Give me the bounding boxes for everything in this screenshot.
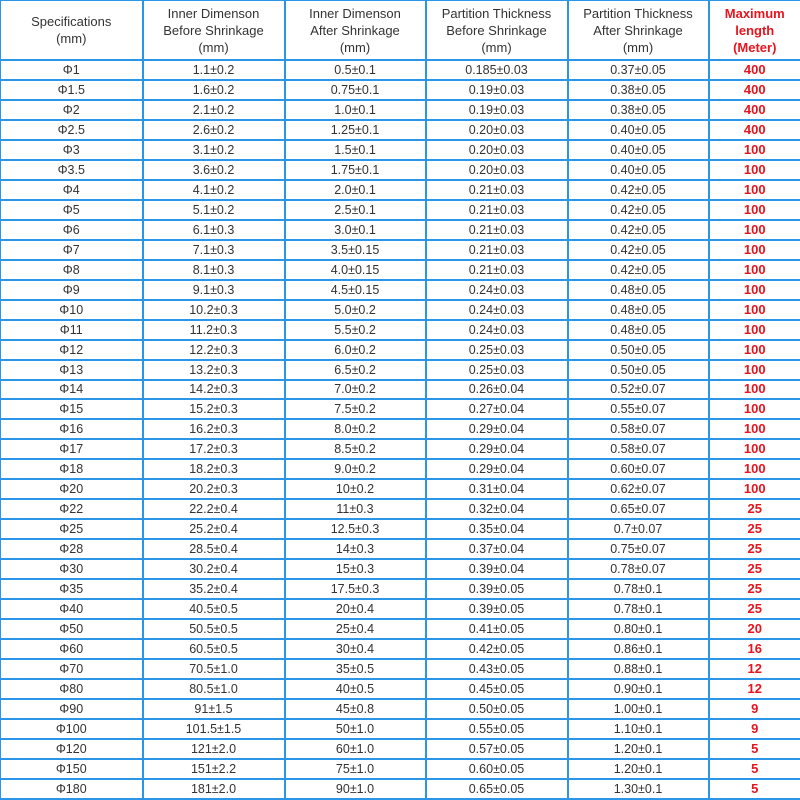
cell-partition-after: 1.00±0.1 bbox=[568, 699, 709, 719]
cell-inner-before: 12.2±0.3 bbox=[143, 340, 285, 360]
cell-max-length: 9 bbox=[709, 719, 800, 739]
cell-inner-before: 80.5±1.0 bbox=[143, 679, 285, 699]
cell-inner-before: 13.2±0.3 bbox=[143, 360, 285, 380]
cell-max-length: 25 bbox=[709, 539, 800, 559]
header-line: (mm) bbox=[481, 39, 512, 55]
cell-max-length: 100 bbox=[709, 360, 800, 380]
cell-inner-after: 3.0±0.1 bbox=[285, 220, 426, 240]
cell-max-length: 25 bbox=[709, 559, 800, 579]
cell-inner-before: 28.5±0.4 bbox=[143, 539, 285, 559]
cell-inner-before: 91±1.5 bbox=[143, 699, 285, 719]
cell-inner-after: 40±0.5 bbox=[285, 679, 426, 699]
cell-partition-after: 0.88±0.1 bbox=[568, 659, 709, 679]
table-row bbox=[1, 140, 800, 160]
cell-inner-before: 3.1±0.2 bbox=[143, 140, 285, 160]
table-row bbox=[1, 479, 800, 499]
cell-inner-after: 8.0±0.2 bbox=[285, 419, 426, 439]
cell-partition-before: 0.21±0.03 bbox=[426, 180, 568, 200]
cell-partition-after: 0.42±0.05 bbox=[568, 240, 709, 260]
cell-partition-before: 0.31±0.04 bbox=[426, 479, 568, 499]
header-line: (mm) bbox=[622, 39, 654, 55]
cell-specification: Φ17 bbox=[1, 439, 143, 459]
cell-max-length: 400 bbox=[709, 100, 800, 120]
cell-inner-before: 17.2±0.3 bbox=[143, 439, 285, 459]
cell-inner-before: 22.2±0.4 bbox=[143, 499, 285, 519]
cell-inner-before: 11.2±0.3 bbox=[143, 320, 285, 340]
cell-partition-after: 1.30±0.1 bbox=[568, 779, 709, 799]
cell-inner-after: 10±0.2 bbox=[285, 479, 426, 499]
cell-specification: Φ22 bbox=[1, 499, 143, 519]
cell-specification: Φ30 bbox=[1, 559, 143, 579]
cell-specification: Φ11 bbox=[1, 320, 143, 340]
cell-partition-after: 0.78±0.1 bbox=[568, 579, 709, 599]
cell-partition-before: 0.19±0.03 bbox=[426, 100, 568, 120]
cell-partition-before: 0.55±0.05 bbox=[426, 719, 568, 739]
cell-inner-before: 151±2.2 bbox=[143, 759, 285, 779]
cell-inner-after: 1.5±0.1 bbox=[285, 140, 426, 160]
cell-inner-after: 50±1.0 bbox=[285, 719, 426, 739]
cell-inner-before: 50.5±0.5 bbox=[143, 619, 285, 639]
table-row bbox=[1, 280, 800, 300]
cell-specification: Φ2 bbox=[1, 100, 143, 120]
cell-inner-after: 1.0±0.1 bbox=[285, 100, 426, 120]
cell-specification: Φ15 bbox=[1, 399, 143, 419]
table-row bbox=[1, 419, 800, 439]
cell-partition-before: 0.21±0.03 bbox=[426, 260, 568, 280]
cell-specification: Φ4 bbox=[1, 180, 143, 200]
cell-max-length: 25 bbox=[709, 579, 800, 599]
cell-partition-before: 0.24±0.03 bbox=[426, 280, 568, 300]
cell-inner-before: 25.2±0.4 bbox=[143, 519, 285, 539]
table-row bbox=[1, 360, 800, 380]
cell-inner-after: 4.5±0.15 bbox=[285, 280, 426, 300]
table-row bbox=[1, 539, 800, 559]
header-line: (mm) bbox=[198, 39, 229, 55]
cell-partition-after: 0.48±0.05 bbox=[568, 320, 709, 340]
header-partition-thickness-before bbox=[426, 1, 568, 61]
header-partition-thickness-after bbox=[568, 1, 709, 61]
cell-partition-after: 0.62±0.07 bbox=[568, 479, 709, 499]
cell-partition-before: 0.50±0.05 bbox=[426, 699, 568, 719]
cell-partition-after: 0.90±0.1 bbox=[568, 679, 709, 699]
cell-inner-after: 3.5±0.15 bbox=[285, 240, 426, 260]
cell-max-length: 100 bbox=[709, 140, 800, 160]
table-body bbox=[1, 60, 800, 799]
table-row bbox=[1, 699, 800, 719]
header-line: (mm) bbox=[56, 31, 87, 46]
cell-inner-after: 7.5±0.2 bbox=[285, 399, 426, 419]
cell-partition-after: 0.80±0.1 bbox=[568, 619, 709, 639]
table-row bbox=[1, 100, 800, 120]
table-row bbox=[1, 739, 800, 759]
header-line: (Meter) bbox=[733, 39, 777, 55]
cell-max-length: 20 bbox=[709, 619, 800, 639]
cell-partition-after: 0.42±0.05 bbox=[568, 200, 709, 220]
cell-inner-before: 1.1±0.2 bbox=[143, 60, 285, 80]
cell-partition-before: 0.185±0.03 bbox=[426, 60, 568, 80]
cell-max-length: 400 bbox=[709, 60, 800, 80]
table-row bbox=[1, 759, 800, 779]
cell-inner-after: 30±0.4 bbox=[285, 639, 426, 659]
cell-specification: Φ28 bbox=[1, 539, 143, 559]
cell-partition-before: 0.57±0.05 bbox=[426, 739, 568, 759]
cell-partition-before: 0.24±0.03 bbox=[426, 300, 568, 320]
cell-max-length: 100 bbox=[709, 399, 800, 419]
cell-inner-before: 14.2±0.3 bbox=[143, 380, 285, 400]
cell-inner-before: 1.6±0.2 bbox=[143, 80, 285, 100]
cell-partition-before: 0.29±0.04 bbox=[426, 439, 568, 459]
cell-inner-after: 2.5±0.1 bbox=[285, 200, 426, 220]
table-row bbox=[1, 639, 800, 659]
header-line: After Shrinkage bbox=[593, 22, 683, 38]
cell-inner-after: 35±0.5 bbox=[285, 659, 426, 679]
cell-partition-after: 0.78±0.07 bbox=[568, 559, 709, 579]
cell-specification: Φ7 bbox=[1, 240, 143, 260]
cell-partition-before: 0.29±0.04 bbox=[426, 419, 568, 439]
cell-max-length: 9 bbox=[709, 699, 800, 719]
header-line: Inner Dimenson bbox=[167, 5, 260, 21]
cell-partition-before: 0.21±0.03 bbox=[426, 200, 568, 220]
cell-inner-before: 3.6±0.2 bbox=[143, 160, 285, 180]
cell-inner-before: 4.1±0.2 bbox=[143, 180, 285, 200]
cell-max-length: 5 bbox=[709, 759, 800, 779]
cell-inner-before: 10.2±0.3 bbox=[143, 300, 285, 320]
cell-specification: Φ1.5 bbox=[1, 80, 143, 100]
cell-inner-before: 2.1±0.2 bbox=[143, 100, 285, 120]
cell-max-length: 400 bbox=[709, 80, 800, 100]
cell-partition-before: 0.60±0.05 bbox=[426, 759, 568, 779]
table-row bbox=[1, 200, 800, 220]
cell-max-length: 100 bbox=[709, 280, 800, 300]
cell-max-length: 100 bbox=[709, 220, 800, 240]
cell-specification: Φ25 bbox=[1, 519, 143, 539]
cell-partition-after: 0.60±0.07 bbox=[568, 459, 709, 479]
cell-max-length: 100 bbox=[709, 419, 800, 439]
table-row bbox=[1, 679, 800, 699]
cell-partition-after: 0.58±0.07 bbox=[568, 419, 709, 439]
table-row bbox=[1, 80, 800, 100]
table-row bbox=[1, 380, 800, 400]
cell-partition-after: 0.78±0.1 bbox=[568, 599, 709, 619]
cell-inner-before: 35.2±0.4 bbox=[143, 579, 285, 599]
table-row bbox=[1, 659, 800, 679]
cell-specification: Φ3 bbox=[1, 140, 143, 160]
cell-partition-before: 0.21±0.03 bbox=[426, 220, 568, 240]
cell-partition-after: 0.37±0.05 bbox=[568, 60, 709, 80]
cell-inner-before: 9.1±0.3 bbox=[143, 280, 285, 300]
cell-inner-after: 20±0.4 bbox=[285, 599, 426, 619]
table-row bbox=[1, 220, 800, 240]
table-row bbox=[1, 519, 800, 539]
cell-specification: Φ10 bbox=[1, 300, 143, 320]
cell-max-length: 5 bbox=[709, 739, 800, 759]
cell-inner-before: 7.1±0.3 bbox=[143, 240, 285, 260]
cell-partition-before: 0.39±0.04 bbox=[426, 559, 568, 579]
table-row bbox=[1, 60, 800, 80]
cell-inner-before: 5.1±0.2 bbox=[143, 200, 285, 220]
header-row bbox=[1, 1, 800, 61]
cell-partition-before: 0.39±0.05 bbox=[426, 599, 568, 619]
cell-inner-before: 30.2±0.4 bbox=[143, 559, 285, 579]
cell-inner-before: 60.5±0.5 bbox=[143, 639, 285, 659]
cell-partition-before: 0.41±0.05 bbox=[426, 619, 568, 639]
cell-partition-after: 0.7±0.07 bbox=[568, 519, 709, 539]
header-line: Inner Dimenson bbox=[309, 5, 401, 21]
cell-partition-after: 0.75±0.07 bbox=[568, 539, 709, 559]
cell-specification: Φ35 bbox=[1, 579, 143, 599]
cell-specification: Φ5 bbox=[1, 200, 143, 220]
cell-inner-after: 25±0.4 bbox=[285, 619, 426, 639]
table-header bbox=[1, 1, 800, 61]
cell-partition-before: 0.42±0.05 bbox=[426, 639, 568, 659]
cell-inner-after: 2.0±0.1 bbox=[285, 180, 426, 200]
cell-partition-after: 0.52±0.07 bbox=[568, 380, 709, 400]
cell-partition-after: 0.86±0.1 bbox=[568, 639, 709, 659]
table-row bbox=[1, 599, 800, 619]
cell-partition-before: 0.43±0.05 bbox=[426, 659, 568, 679]
cell-inner-after: 0.5±0.1 bbox=[285, 60, 426, 80]
cell-partition-after: 0.42±0.05 bbox=[568, 220, 709, 240]
cell-specification: Φ13 bbox=[1, 360, 143, 380]
table-row bbox=[1, 559, 800, 579]
cell-max-length: 12 bbox=[709, 659, 800, 679]
cell-max-length: 100 bbox=[709, 320, 800, 340]
cell-inner-before: 70.5±1.0 bbox=[143, 659, 285, 679]
cell-max-length: 5 bbox=[709, 779, 800, 799]
cell-specification: Φ70 bbox=[1, 659, 143, 679]
cell-partition-after: 0.40±0.05 bbox=[568, 120, 709, 140]
cell-inner-before: 15.2±0.3 bbox=[143, 399, 285, 419]
header-specifications bbox=[1, 1, 143, 61]
cell-partition-after: 0.50±0.05 bbox=[568, 340, 709, 360]
cell-inner-after: 11±0.3 bbox=[285, 499, 426, 519]
table-row bbox=[1, 120, 800, 140]
cell-max-length: 25 bbox=[709, 499, 800, 519]
table-row bbox=[1, 260, 800, 280]
cell-inner-after: 90±1.0 bbox=[285, 779, 426, 799]
cell-partition-after: 0.58±0.07 bbox=[568, 439, 709, 459]
cell-inner-before: 20.2±0.3 bbox=[143, 479, 285, 499]
cell-specification: Φ120 bbox=[1, 739, 143, 759]
cell-specification: Φ1 bbox=[1, 60, 143, 80]
cell-partition-after: 0.38±0.05 bbox=[568, 80, 709, 100]
cell-partition-after: 1.10±0.1 bbox=[568, 719, 709, 739]
cell-partition-before: 0.25±0.03 bbox=[426, 360, 568, 380]
cell-partition-before: 0.35±0.04 bbox=[426, 519, 568, 539]
cell-partition-after: 1.20±0.1 bbox=[568, 759, 709, 779]
cell-max-length: 100 bbox=[709, 439, 800, 459]
cell-inner-after: 14±0.3 bbox=[285, 539, 426, 559]
cell-specification: Φ2.5 bbox=[1, 120, 143, 140]
cell-inner-after: 6.5±0.2 bbox=[285, 360, 426, 380]
cell-inner-before: 18.2±0.3 bbox=[143, 459, 285, 479]
cell-partition-before: 0.32±0.04 bbox=[426, 499, 568, 519]
cell-specification: Φ18 bbox=[1, 459, 143, 479]
cell-specification: Φ6 bbox=[1, 220, 143, 240]
table-row bbox=[1, 160, 800, 180]
cell-specification: Φ20 bbox=[1, 479, 143, 499]
table-row bbox=[1, 619, 800, 639]
table-row bbox=[1, 439, 800, 459]
cell-inner-after: 1.75±0.1 bbox=[285, 160, 426, 180]
cell-specification: Φ100 bbox=[1, 719, 143, 739]
cell-partition-after: 0.48±0.05 bbox=[568, 300, 709, 320]
cell-inner-after: 12.5±0.3 bbox=[285, 519, 426, 539]
header-inner-dimension-before bbox=[143, 1, 285, 61]
cell-max-length: 100 bbox=[709, 260, 800, 280]
cell-specification: Φ60 bbox=[1, 639, 143, 659]
cell-inner-after: 5.5±0.2 bbox=[285, 320, 426, 340]
cell-partition-before: 0.19±0.03 bbox=[426, 80, 568, 100]
cell-partition-before: 0.21±0.03 bbox=[426, 240, 568, 260]
cell-partition-before: 0.24±0.03 bbox=[426, 320, 568, 340]
header-line: After Shrinkage bbox=[310, 22, 400, 38]
table-row bbox=[1, 340, 800, 360]
cell-specification: Φ16 bbox=[1, 419, 143, 439]
cell-max-length: 25 bbox=[709, 599, 800, 619]
cell-inner-after: 17.5±0.3 bbox=[285, 579, 426, 599]
cell-specification: Φ8 bbox=[1, 260, 143, 280]
cell-partition-after: 0.42±0.05 bbox=[568, 260, 709, 280]
cell-max-length: 400 bbox=[709, 120, 800, 140]
cell-partition-after: 0.48±0.05 bbox=[568, 280, 709, 300]
cell-partition-before: 0.45±0.05 bbox=[426, 679, 568, 699]
header-line: Before Shrinkage bbox=[163, 22, 264, 38]
cell-specification: Φ50 bbox=[1, 619, 143, 639]
cell-partition-before: 0.26±0.04 bbox=[426, 380, 568, 400]
cell-max-length: 100 bbox=[709, 180, 800, 200]
cell-max-length: 100 bbox=[709, 479, 800, 499]
cell-specification: Φ12 bbox=[1, 340, 143, 360]
cell-partition-before: 0.25±0.03 bbox=[426, 340, 568, 360]
cell-partition-before: 0.39±0.05 bbox=[426, 579, 568, 599]
table-row bbox=[1, 779, 800, 799]
cell-specification: Φ3.5 bbox=[1, 160, 143, 180]
table-row bbox=[1, 240, 800, 260]
cell-partition-before: 0.20±0.03 bbox=[426, 160, 568, 180]
cell-max-length: 100 bbox=[709, 300, 800, 320]
table-row bbox=[1, 579, 800, 599]
cell-specification: Φ180 bbox=[1, 779, 143, 799]
cell-max-length: 100 bbox=[709, 340, 800, 360]
cell-partition-after: 0.65±0.07 bbox=[568, 499, 709, 519]
cell-partition-before: 0.37±0.04 bbox=[426, 539, 568, 559]
cell-inner-before: 6.1±0.3 bbox=[143, 220, 285, 240]
cell-partition-after: 1.20±0.1 bbox=[568, 739, 709, 759]
cell-specification: Φ150 bbox=[1, 759, 143, 779]
cell-partition-before: 0.20±0.03 bbox=[426, 120, 568, 140]
cell-max-length: 100 bbox=[709, 240, 800, 260]
table-row bbox=[1, 320, 800, 340]
cell-inner-after: 6.0±0.2 bbox=[285, 340, 426, 360]
cell-inner-after: 5.0±0.2 bbox=[285, 300, 426, 320]
cell-specification: Φ9 bbox=[1, 280, 143, 300]
cell-partition-after: 0.50±0.05 bbox=[568, 360, 709, 380]
table-row bbox=[1, 719, 800, 739]
header-line: length bbox=[735, 22, 775, 38]
header-maximum-length bbox=[709, 1, 800, 61]
cell-specification: Φ40 bbox=[1, 599, 143, 619]
cell-inner-after: 7.0±0.2 bbox=[285, 380, 426, 400]
cell-max-length: 100 bbox=[709, 380, 800, 400]
cell-partition-after: 0.42±0.05 bbox=[568, 180, 709, 200]
cell-inner-after: 9.0±0.2 bbox=[285, 459, 426, 479]
cell-inner-before: 16.2±0.3 bbox=[143, 419, 285, 439]
header-line: Partition Thickness bbox=[583, 5, 693, 21]
cell-partition-before: 0.20±0.03 bbox=[426, 140, 568, 160]
cell-max-length: 100 bbox=[709, 459, 800, 479]
cell-inner-after: 4.0±0.15 bbox=[285, 260, 426, 280]
cell-inner-after: 0.75±0.1 bbox=[285, 80, 426, 100]
header-line: Maximum bbox=[724, 5, 785, 21]
header-line: (mm) bbox=[339, 39, 371, 55]
cell-max-length: 16 bbox=[709, 639, 800, 659]
cell-inner-after: 1.25±0.1 bbox=[285, 120, 426, 140]
header-inner-dimension-after bbox=[285, 1, 426, 61]
cell-inner-after: 15±0.3 bbox=[285, 559, 426, 579]
cell-inner-before: 8.1±0.3 bbox=[143, 260, 285, 280]
cell-inner-after: 60±1.0 bbox=[285, 739, 426, 759]
cell-partition-before: 0.29±0.04 bbox=[426, 459, 568, 479]
table-row bbox=[1, 499, 800, 519]
cell-specification: Φ80 bbox=[1, 679, 143, 699]
cell-partition-before: 0.65±0.05 bbox=[426, 779, 568, 799]
table-row bbox=[1, 399, 800, 419]
cell-max-length: 100 bbox=[709, 160, 800, 180]
cell-partition-before: 0.27±0.04 bbox=[426, 399, 568, 419]
header-line: Specifications bbox=[31, 14, 112, 29]
cell-partition-after: 0.40±0.05 bbox=[568, 140, 709, 160]
cell-inner-after: 45±0.8 bbox=[285, 699, 426, 719]
cell-inner-after: 75±1.0 bbox=[285, 759, 426, 779]
cell-max-length: 12 bbox=[709, 679, 800, 699]
cell-inner-before: 121±2.0 bbox=[143, 739, 285, 759]
cell-inner-after: 8.5±0.2 bbox=[285, 439, 426, 459]
cell-inner-before: 2.6±0.2 bbox=[143, 120, 285, 140]
cell-specification: Φ14 bbox=[1, 380, 143, 400]
cell-inner-before: 40.5±0.5 bbox=[143, 599, 285, 619]
table-row bbox=[1, 180, 800, 200]
cell-specification: Φ90 bbox=[1, 699, 143, 719]
cell-max-length: 25 bbox=[709, 519, 800, 539]
cell-inner-before: 181±2.0 bbox=[143, 779, 285, 799]
cell-partition-after: 0.55±0.07 bbox=[568, 399, 709, 419]
table-row bbox=[1, 459, 800, 479]
header-line: Partition Thickness bbox=[441, 5, 552, 21]
cell-partition-after: 0.40±0.05 bbox=[568, 160, 709, 180]
cell-partition-after: 0.38±0.05 bbox=[568, 100, 709, 120]
cell-max-length: 100 bbox=[709, 200, 800, 220]
table-row bbox=[1, 300, 800, 320]
header-line: Before Shrinkage bbox=[446, 22, 547, 38]
cell-inner-before: 101.5±1.5 bbox=[143, 719, 285, 739]
